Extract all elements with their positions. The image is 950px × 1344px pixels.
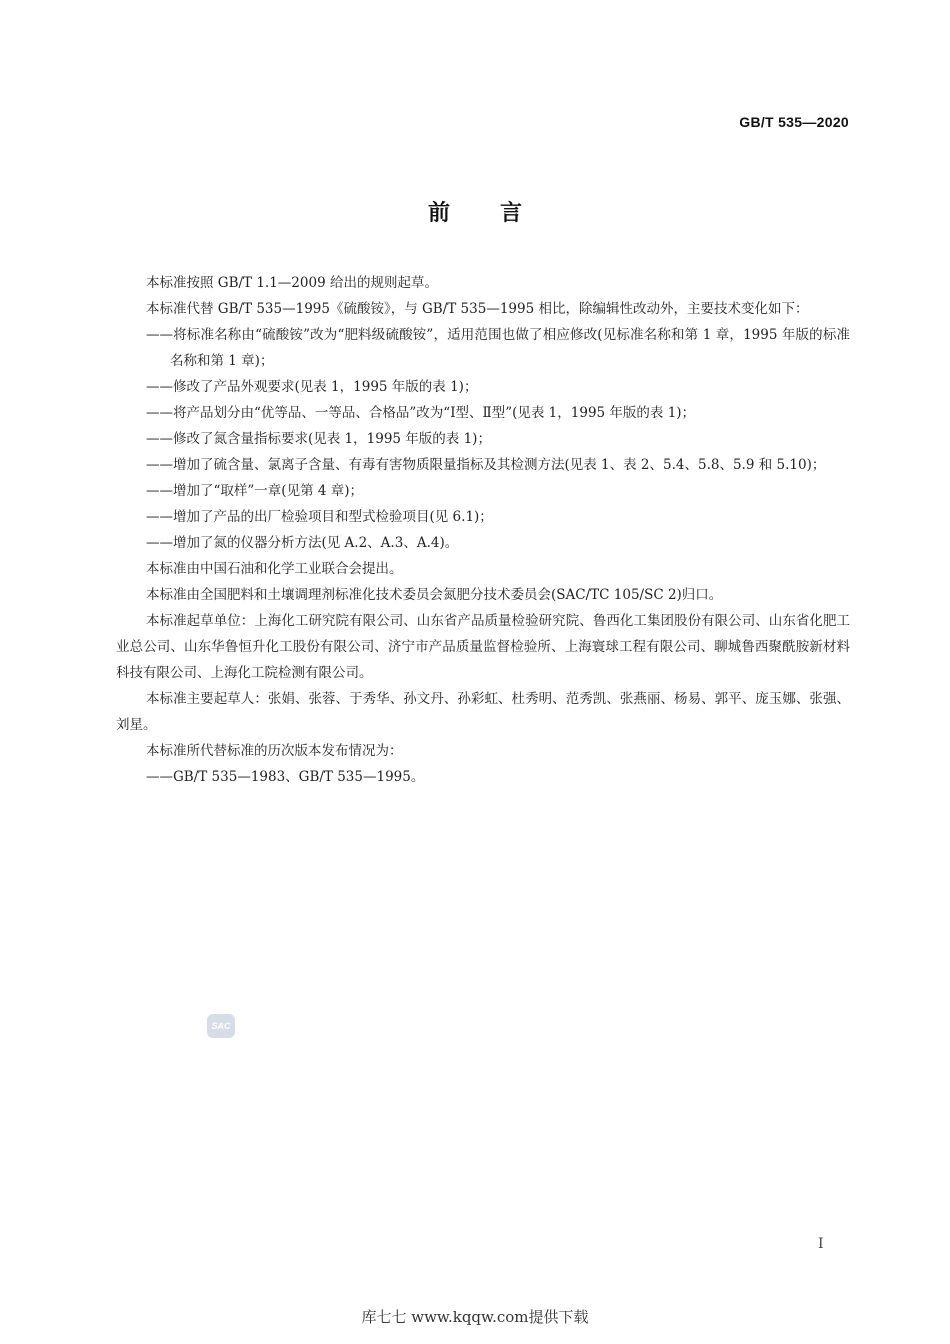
change-item xyxy=(116,400,850,426)
change-item-text: 将产品划分由“优等品、一等品、合格品”改为“Ⅰ型、Ⅱ型”(见表 1，1995 年版的表 1)； xyxy=(173,405,696,421)
change-item xyxy=(116,530,850,556)
paragraph-committee: 本标准由全国肥料和土壤调理剂标准化技术委员会氮肥分技术委员会(SAC/TC 105/SC 2)归口。 xyxy=(146,587,723,603)
change-item-text: 修改了氮含量指标要求(见表 1，1995 年版的表 1)； xyxy=(173,431,491,447)
change-item xyxy=(116,426,850,452)
dash-mark: —— xyxy=(146,431,173,447)
change-item xyxy=(116,452,850,478)
dash-mark: —— xyxy=(146,405,173,421)
paragraph-replacement: 本标准代替 GB/T 535—1995《硫酸铵》，与 GB/T 535—1995 相比，除编辑性改动外，主要技术变化如下： xyxy=(146,301,809,317)
change-item-text: 增加了硫含量、氯离子含量、有毒有害物质限量指标及其检测方法(见表 1、表 2、5.4、5.8、5.9 和 5.10)； xyxy=(173,457,826,473)
paragraph-drafting-rules: 本标准按照 GB/T 1.1—2009 给出的规则起草。 xyxy=(146,275,438,291)
dash-mark: —— xyxy=(146,327,173,343)
dash-mark: —— xyxy=(146,769,173,785)
change-item xyxy=(116,478,850,504)
standard-code: GB/T 535—2020 xyxy=(739,114,849,130)
dash-mark: —— xyxy=(146,483,173,499)
change-item-text: 增加了氮的仪器分析方法(见 A.2、A.3、A.4)。 xyxy=(173,535,459,551)
dash-mark: —— xyxy=(146,379,173,395)
history-item xyxy=(116,764,850,790)
page-title: 前言 xyxy=(427,201,572,226)
paragraph-drafters: 本标准主要起草人：张娟、张蓉、于秀华、孙文丹、孙彩虹、杜秀明、范秀凯、张燕丽、杨易、郭平、庞玉娜、张强、刘星。 xyxy=(116,691,850,733)
history-item-text: GB/T 535—1983、GB/T 535—1995。 xyxy=(173,769,425,785)
change-item xyxy=(116,322,850,374)
change-item xyxy=(116,374,850,400)
change-item-text: 将标准名称由“硫酸铵”改为“肥料级硫酸铵”，适用范围也做了相应修改(见标准名称和第 1 章，1995 年版的标准名称和第 1 章)； xyxy=(170,327,850,369)
download-footer: 库七七 www.kqqw.com提供下载 xyxy=(361,1308,589,1326)
paragraph-history-intro: 本标准所代替标准的历次版本发布情况为： xyxy=(146,743,403,759)
page-number: I xyxy=(818,1236,824,1252)
change-item-text: 增加了“取样”一章(见第 4 章)； xyxy=(173,483,364,499)
dash-mark: —— xyxy=(146,509,173,525)
change-item-text: 增加了产品的出厂检验项目和型式检验项目(见 6.1)； xyxy=(173,509,493,525)
dash-mark: —— xyxy=(146,457,173,473)
paragraph-drafting-units: 本标准起草单位：上海化工研究院有限公司、山东省产品质量检验研究院、鲁西化工集团股份有限公司、山东省化肥工业总公司、山东华鲁恒升化工股份有限公司、济宁市产品质量监督检验所、上海寰球工程有限公司、聊城鲁西聚酰胺新材料科技有限公司、上海化工院检测有限公司。 xyxy=(116,613,850,681)
change-item xyxy=(116,504,850,530)
dash-mark: —— xyxy=(146,535,173,551)
document-body xyxy=(116,270,850,790)
change-item-text: 修改了产品外观要求(见表 1，1995 年版的表 1)； xyxy=(173,379,478,395)
paragraph-proposer: 本标准由中国石油和化学工业联合会提出。 xyxy=(146,561,403,577)
sac-watermark-logo: SAC xyxy=(207,1014,235,1038)
